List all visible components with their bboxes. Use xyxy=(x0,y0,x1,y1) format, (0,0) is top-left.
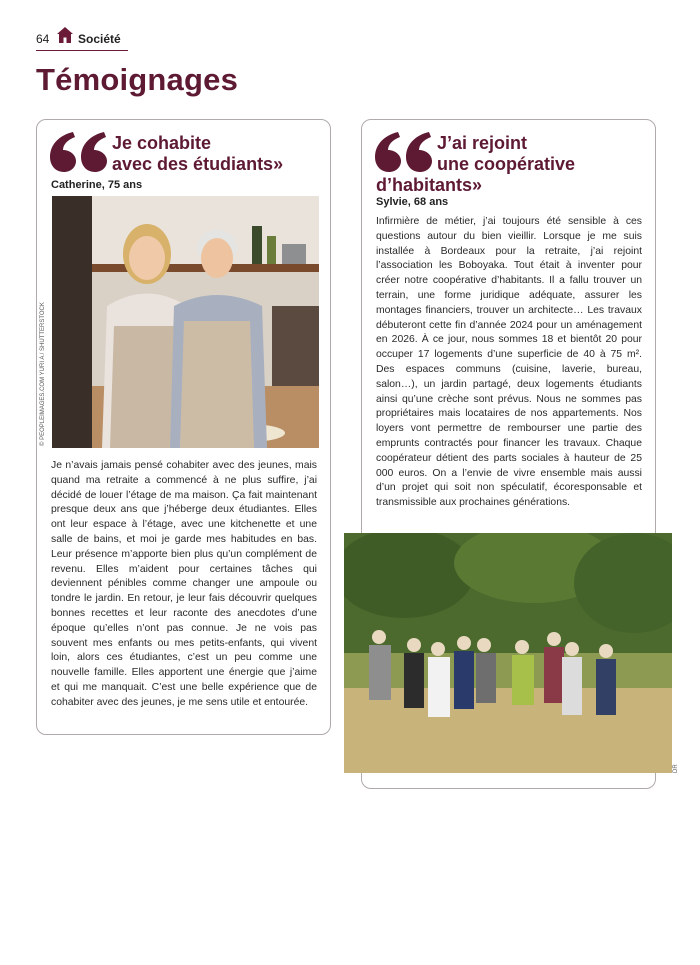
author-name: Catherine, 75 ans xyxy=(51,179,143,191)
photo-kitchen xyxy=(52,196,319,448)
kitchen-photo-illustration xyxy=(52,196,319,448)
author-name: Sylvie, 68 ans xyxy=(376,196,449,208)
title-line: une coopérative xyxy=(437,154,576,174)
page-header xyxy=(36,26,128,51)
quote-icon xyxy=(374,132,434,172)
testimonial-text: Je n’avais jamais pensé cohabiter avec des jeunes, mais quand ma retraite a commencé à ne plus suffire, j’ai décidé de louer l’étage de ma maison. Ça fait maintenant presque deux ans que j’héberge deux étudiantes. Elles ont leur espace à l’étage, avec une kitchenette et une salle de bains, et moi je garde mes habitudes en bas. Leur présence m’apporte bien plus qu’un complément de revenu. Elles m’aident pour certaines tâches qui deviennent pénibles comme changer une ampoule ou tondre le jardin. En retour, je leur fais découvrir quelques bonnes recettes et leur raconte des anecdotes d’une époque qu’elles n’ont pas connue. Je ne vois pas souvent mes enfants ou mes petits-enfants, qui vivent loin, alors ces étudiantes, c’est un peu comme une nouvelle famille. Elles apportent une énergie que j’aime et qui me manquait. C’est une belle expérience que de cohabiter avec des jeunes, je me sens utile et entourée. xyxy=(51,460,317,708)
title-line: J’ai rejoint xyxy=(437,133,528,153)
title-line: Je cohabite xyxy=(112,133,212,153)
card-title xyxy=(112,133,322,175)
quote-icon xyxy=(49,132,109,172)
house-icon xyxy=(56,26,74,44)
photo-credit: © PEOPLEIMAGES.COM YURI A / SHUTTERSTOCK xyxy=(40,302,46,446)
group-photo-illustration xyxy=(344,533,672,773)
title-line: avec des étudiants» xyxy=(112,154,284,174)
testimonial-card-catherine xyxy=(36,119,331,735)
page-number: 64 xyxy=(36,32,50,46)
page-title: Témoignages xyxy=(36,62,239,97)
card-title xyxy=(437,133,647,175)
card-title-line3: d’habitants» xyxy=(376,175,483,195)
section-label: Société xyxy=(78,32,121,46)
group-photo-credit: DR xyxy=(673,764,679,773)
testimonial-text: Infirmière de métier, j’ai toujours été sensible à ces questions autour du bien vieillir. Lorsque je me suis installée à Bordeaux pour la retraite, j’ai rejoint l’association les Boboyaka. Tout était à inventer pour créer notre coopérative d’habitants. Il a fallu trouver un terrain, une forme juridique adéquate, assurer les montages financiers, trouver un architecte… Les travaux débuteront cette fin d’année 2024 pour un aménagement en 2026. À ce jour, nous sommes 18 et bientôt 20 pour occuper 17 logements d’une superficie de 40 à 75 m². Des espaces communs (cuisine, laverie, bureau, salon…), un jardin partagé, deux logements étudiants ainsi qu’une crèche sont prévus. Nous ne sommes pas propriétaires mais locataires de nos appartements. Nos loyers vont permettre de rembourser une partie des emprunts contractés pour financer les travaux. Chaque coopérateur détient des parts sociales à hauteur de 25 000 euros. On a l’envie de vivre ensemble mais aussi d’un projet qui soit non spéculatif, écoresponsable et transmissible aux prochaines générations. xyxy=(376,216,642,509)
photo-group xyxy=(344,533,672,773)
